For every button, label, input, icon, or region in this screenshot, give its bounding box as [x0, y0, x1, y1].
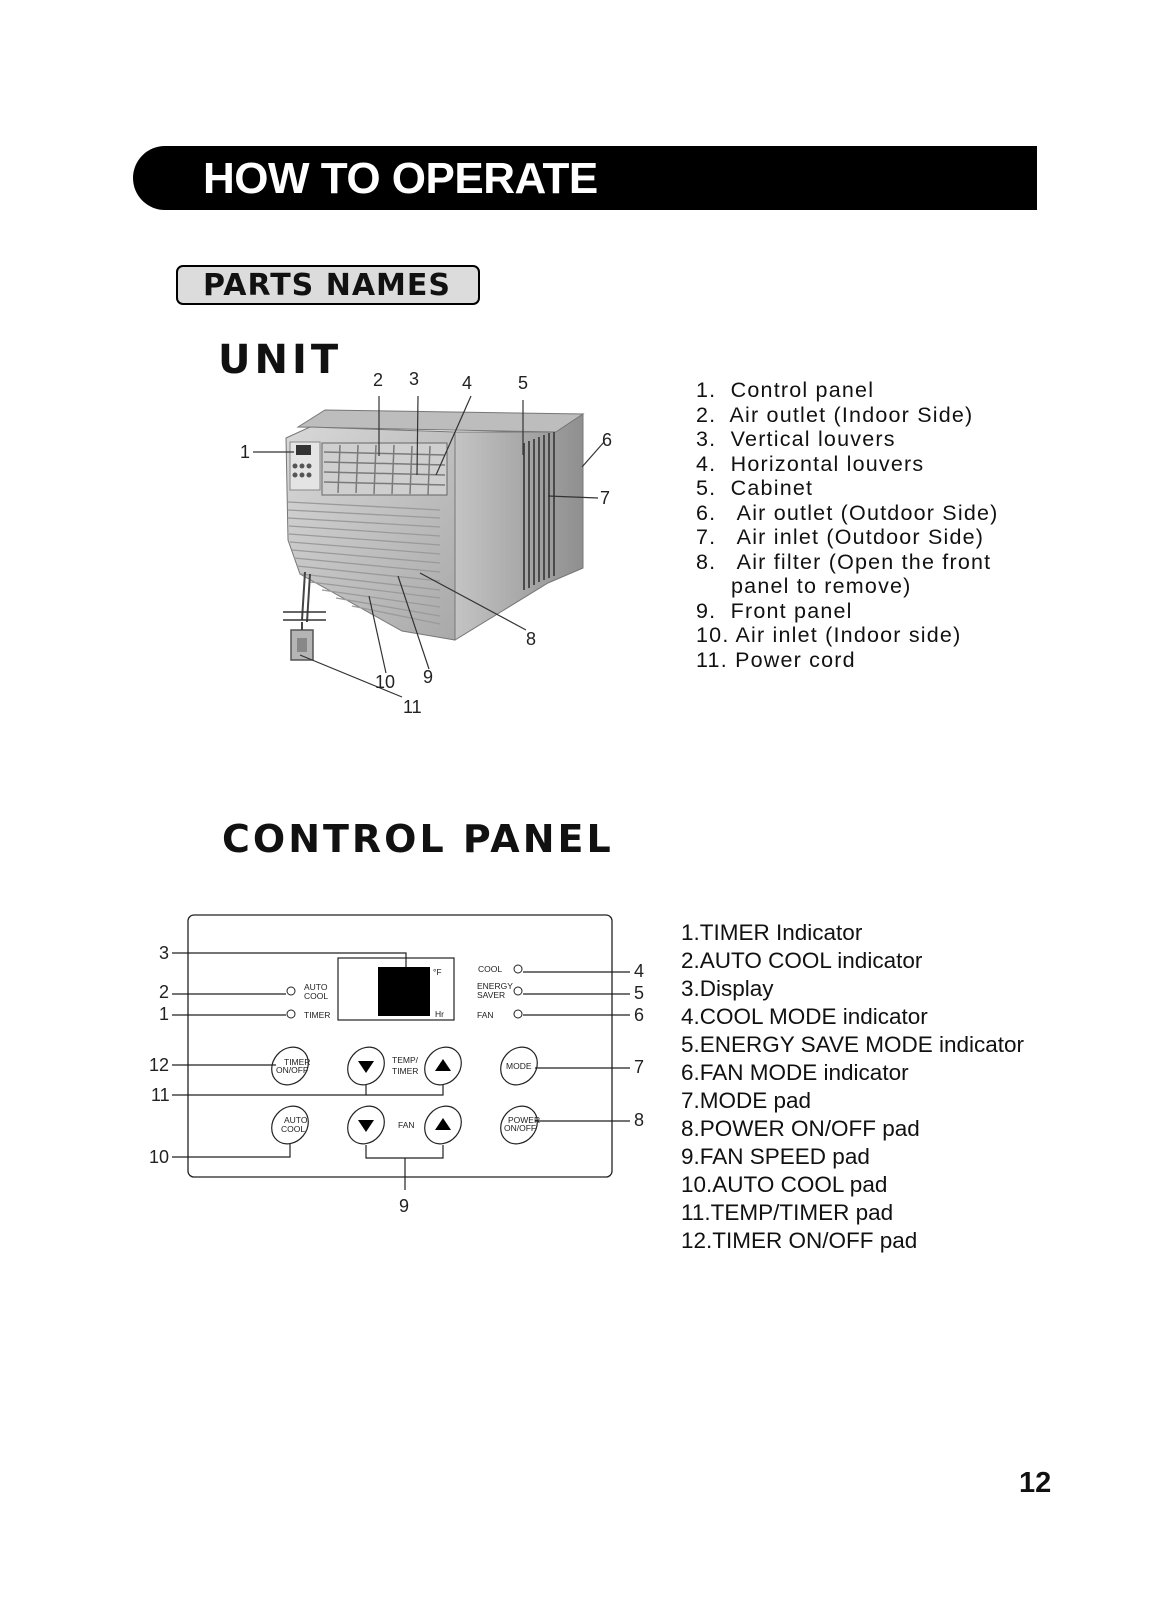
cp-callout-5: 5: [634, 983, 645, 1003]
unit-illustration: [283, 410, 583, 660]
list-item-continuation: panel to remove): [731, 574, 912, 598]
cp-callout-12: 12: [149, 1055, 170, 1075]
timer-pad-label-1: TIMER: [284, 1057, 311, 1067]
list-item: 6. Air outlet (Outdoor Side): [696, 500, 999, 525]
unit-callout-7: 7: [600, 488, 611, 508]
power-label-1: POWER: [508, 1115, 541, 1125]
energy-saver-indicator: [514, 987, 522, 995]
auto-label: AUTO: [304, 982, 328, 992]
deg-f-label: °F: [433, 967, 442, 977]
list-item: 9.FAN SPEED pad: [681, 1144, 870, 1169]
unit-callout-1: 1: [240, 442, 251, 462]
control-panel-heading: CONTROL PANEL: [222, 817, 614, 861]
list-item: 11.TEMP/TIMER pad: [681, 1200, 894, 1225]
cp-callout-4: 4: [634, 961, 645, 981]
unit-callout-8: 8: [526, 629, 537, 649]
cool-mode-indicator: [514, 965, 522, 973]
page-number: 12: [1019, 1467, 1052, 1499]
list-item: 5. Cabinet: [696, 476, 814, 500]
cp-callout-6: 6: [634, 1005, 645, 1025]
unit-parts-list: [696, 378, 999, 672]
cp-callout-11: 11: [151, 1085, 170, 1105]
list-item: 10. Air inlet (Indoor side): [696, 623, 962, 647]
auto-cool-indicator: [287, 987, 295, 995]
fan-label: FAN: [477, 1010, 494, 1020]
unit-callout-11: 11: [403, 697, 422, 717]
list-item: 8. Air filter (Open the front: [696, 549, 992, 574]
unit-callout-6: 6: [602, 430, 613, 450]
temp-label-1: TEMP/: [392, 1055, 418, 1065]
list-item: 5.ENERGY SAVE MODE indicator: [681, 1032, 1025, 1057]
cp-callout-1: 1: [159, 1004, 170, 1024]
list-item: 4.COOL MODE indicator: [681, 1004, 928, 1029]
display-screen: [378, 967, 430, 1016]
list-item: 10.AUTO COOL pad: [681, 1172, 888, 1197]
list-item: 8.POWER ON/OFF pad: [681, 1116, 920, 1141]
list-item: 3.Display: [681, 976, 774, 1001]
fan-pad-label: FAN: [398, 1120, 415, 1130]
unit-callout-10: 10: [375, 672, 396, 692]
saver-label: SAVER: [477, 990, 506, 1000]
control-panel-outline: [188, 915, 612, 1177]
control-panel-diagram: [188, 915, 612, 1177]
unit-callout-2: 2: [373, 370, 384, 390]
list-item: 7. Air inlet (Outdoor Side): [696, 525, 985, 549]
unit-callout-5: 5: [518, 373, 529, 393]
list-item: 3. Vertical louvers: [696, 427, 896, 451]
list-item: 9. Front panel: [696, 598, 853, 623]
list-item: 1.TIMER Indicator: [681, 920, 863, 945]
list-item: 12.TIMER ON/OFF pad: [681, 1228, 918, 1253]
cool-label: COOL: [478, 964, 503, 974]
list-item: 2. Air outlet (Indoor Side): [696, 402, 974, 427]
cp-callout-2: 2: [159, 982, 170, 1002]
power-label-2: ON/OFF: [504, 1123, 537, 1133]
auto-pad-label-2: COOL: [281, 1124, 306, 1134]
cp-callout-10: 10: [149, 1147, 170, 1167]
control-panel-parts-list: [681, 919, 1024, 1255]
unit-callout-3: 3: [409, 369, 420, 389]
cp-callout-3: 3: [159, 943, 170, 963]
list-item: 11. Power cord: [696, 647, 856, 672]
list-item: 1. Control panel: [696, 378, 875, 402]
unit-heading: UNIT: [218, 337, 343, 383]
mode-label: MODE: [506, 1061, 532, 1071]
unit-callout-9: 9: [423, 667, 434, 687]
list-item: 6.FAN MODE indicator: [681, 1060, 909, 1085]
list-item: 7.MODE pad: [681, 1088, 812, 1113]
cp-callout-9: 9: [399, 1196, 410, 1216]
timer-pad-label-2: ON/OFF: [276, 1065, 309, 1075]
list-item: 4. Horizontal louvers: [696, 451, 925, 476]
cp-callout-8: 8: [634, 1110, 645, 1130]
temp-label-2: TIMER: [392, 1066, 419, 1076]
page-title: HOW TO OPERATE: [203, 154, 598, 203]
unit-callout-4: 4: [462, 373, 473, 393]
fan-mode-indicator: [514, 1010, 522, 1018]
timer-indicator: [287, 1010, 295, 1018]
hr-label: Hr: [435, 1009, 444, 1019]
cool-line-label: COOL: [304, 991, 329, 1001]
auto-pad-label-1: AUTO: [284, 1115, 308, 1125]
cp-callout-7: 7: [634, 1057, 645, 1077]
timer-label: TIMER: [304, 1010, 331, 1020]
list-item: 2.AUTO COOL indicator: [681, 948, 923, 973]
section-title: PARTS NAMES: [203, 268, 451, 303]
energy-label: ENERGY: [477, 981, 513, 991]
